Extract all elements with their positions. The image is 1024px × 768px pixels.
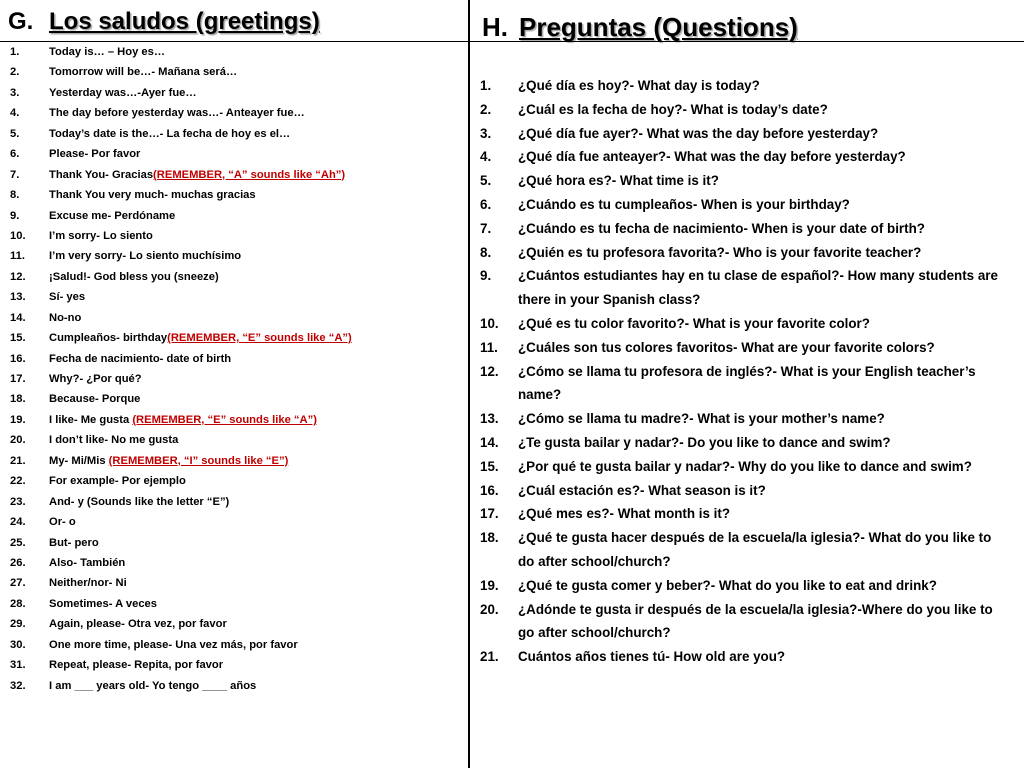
item-text [49, 680, 256, 692]
item-text [49, 169, 345, 181]
pronunciation-note: (REMEMBER, “A” sounds like “Ah”) [153, 168, 346, 181]
item-number: 6. [480, 196, 492, 212]
list-item [470, 431, 1024, 455]
item-phrase: Or- o [49, 516, 76, 529]
list-item [0, 288, 469, 308]
list-item [470, 360, 1024, 408]
item-text [49, 66, 237, 78]
item-text [518, 312, 1010, 336]
item-number: 12. [480, 363, 499, 379]
list-item [0, 247, 469, 267]
item-number: 13. [480, 411, 499, 427]
list-item [0, 43, 469, 63]
item-text [518, 264, 1010, 312]
item-phrase: Today’s date is the…- La fecha de hoy es el… [49, 127, 291, 140]
list-item [0, 513, 469, 533]
list-item [470, 479, 1024, 503]
item-number: 16. [10, 352, 26, 365]
list-item [0, 84, 469, 104]
list-item [470, 98, 1024, 122]
list-item [470, 502, 1024, 526]
list-item [0, 615, 469, 635]
item-text [49, 618, 227, 630]
item-number: 16. [480, 482, 499, 498]
item-phrase: And- y (Sounds like the letter “E”) [49, 495, 230, 508]
item-number: 5. [10, 127, 20, 140]
greetings-section [0, 0, 469, 768]
item-number: 7. [480, 220, 492, 236]
item-text [49, 516, 76, 528]
item-number: 2. [480, 101, 492, 117]
item-phrase: ¿Por qué te gusta bailar y nadar?- Why do you like to dance and swim? [518, 458, 972, 474]
item-text [49, 332, 352, 344]
item-phrase: Fecha de nacimiento- date of birth [49, 352, 232, 365]
item-phrase: ¿Qué te gusta hacer después de la escuela/la iglesia?- What do you like to do after school/church? [518, 530, 992, 569]
item-text [518, 360, 1010, 408]
section-title: Los saludos (greetings) [49, 8, 320, 35]
item-text [49, 128, 290, 140]
list-item [470, 74, 1024, 98]
item-number: 20. [10, 434, 26, 447]
item-number: 14. [480, 434, 499, 450]
item-phrase: ¿Qué día fue ayer?- What was the day before yesterday? [518, 125, 879, 141]
item-phrase: I’m very sorry- Lo siento muchísimo [49, 250, 242, 263]
item-text [518, 217, 1010, 241]
item-text [49, 598, 157, 610]
list-item [0, 186, 469, 206]
section-letter: G. [8, 8, 34, 35]
list-item [0, 472, 469, 492]
item-number: 6. [10, 148, 20, 161]
item-phrase: One more time, please- Una vez más, por favor [49, 638, 298, 651]
item-phrase: Because- Porque [49, 393, 141, 406]
list-item [470, 455, 1024, 479]
item-number: 17. [480, 506, 499, 522]
item-text [518, 169, 1010, 193]
item-text [49, 414, 317, 426]
item-number: 23. [10, 495, 26, 508]
item-phrase: Why?- ¿Por qué? [49, 373, 142, 385]
item-text [518, 479, 1010, 503]
item-text [518, 502, 1010, 526]
item-number: 22. [10, 475, 26, 488]
item-text [518, 336, 1010, 360]
list-item [470, 336, 1024, 360]
item-text [518, 145, 1010, 169]
item-number: 30. [10, 638, 26, 651]
item-phrase: Tomorrow will be…- Mañana será… [49, 66, 238, 79]
item-text [49, 210, 175, 222]
item-text [518, 574, 1010, 598]
item-text [49, 577, 127, 589]
item-phrase: I don’t like- No me gusta [49, 434, 179, 447]
item-number: 1. [480, 78, 492, 93]
item-phrase: For example- Por ejemplo [49, 475, 186, 488]
item-phrase: Also- También [49, 556, 126, 569]
item-phrase: Sí- yes [49, 291, 86, 304]
item-number: 10. [10, 229, 26, 242]
list-item [0, 431, 469, 451]
list-item [0, 411, 469, 431]
item-phrase: I like- Me gusta [49, 413, 133, 426]
item-text [49, 291, 85, 303]
list-item [470, 526, 1024, 574]
item-text [518, 645, 1010, 669]
item-text [518, 98, 1010, 122]
item-phrase: ¿Cómo se llama tu madre?- What is your mother’s name? [518, 411, 885, 427]
item-number: 4. [480, 149, 492, 165]
list-item [0, 370, 469, 390]
list-item [0, 350, 469, 370]
item-text [518, 74, 1010, 98]
item-phrase: ¿Cuándo es tu cumpleaños- When is your birthday? [518, 196, 850, 212]
item-number: 15. [480, 458, 499, 474]
item-text [49, 107, 305, 119]
list-item [0, 534, 469, 554]
item-text [49, 46, 165, 58]
item-phrase: Thank You- Gracias [49, 168, 154, 181]
item-number: 24. [10, 516, 26, 529]
list-item [470, 145, 1024, 169]
item-number: 19. [480, 577, 499, 593]
item-number: 5. [480, 173, 492, 189]
item-number: 3. [10, 86, 20, 99]
item-phrase: Repeat, please- Repita, por favor [49, 659, 224, 672]
item-number: 21. [480, 649, 499, 665]
item-text [49, 659, 223, 671]
item-number: 19. [10, 413, 26, 426]
section-letter: H. [482, 12, 508, 42]
item-phrase: ¿Cuál es la fecha de hoy?- What is today’s date? [518, 101, 828, 117]
item-phrase: ¿Qué es tu color favorito?- What is your favorite color? [518, 315, 870, 331]
list-item [470, 574, 1024, 598]
pronunciation-note: (REMEMBER, “E” sounds like “A”) [132, 413, 317, 426]
list-item [470, 598, 1024, 646]
item-number: 8. [10, 189, 20, 202]
pronunciation-note: (REMEMBER, “I” sounds like “E”) [108, 454, 289, 467]
item-number: 10. [480, 315, 499, 331]
list-item [470, 169, 1024, 193]
list-item [0, 574, 469, 594]
item-phrase: Again, please- Otra vez, por favor [49, 618, 227, 631]
item-phrase: ¿Qué día es hoy?- What day is today? [518, 78, 760, 93]
item-phrase: Today is… – Hoy es… [49, 46, 166, 58]
list-item [0, 636, 469, 656]
item-text [49, 537, 99, 549]
item-text [49, 230, 153, 242]
item-phrase: ¡Salud!- God bless you (sneeze) [49, 270, 219, 283]
list-item [470, 193, 1024, 217]
list-item [470, 217, 1024, 241]
item-number: 14. [10, 311, 26, 324]
item-phrase: Excuse me- Perdóname [49, 209, 176, 222]
item-text [518, 526, 1010, 574]
item-number: 25. [10, 536, 26, 549]
item-phrase: ¿Adónde te gusta ir después de la escuela/la iglesia?-Where do you like to go after school/church? [518, 601, 993, 641]
list-item [0, 595, 469, 615]
item-number: 31. [10, 659, 26, 672]
list-item [0, 166, 469, 186]
item-number: 13. [10, 291, 26, 304]
item-number: 21. [10, 454, 26, 467]
item-number: 1. [10, 46, 20, 58]
list-item [0, 677, 469, 697]
item-phrase: ¿Cuál estación es?- What season is it? [518, 482, 766, 498]
item-phrase: Cumpleaños- birthday [49, 332, 168, 345]
item-text [518, 122, 1010, 146]
pronunciation-note: (REMEMBER, “E” sounds like “A”) [167, 332, 352, 345]
item-text [49, 353, 231, 365]
item-number: 28. [10, 597, 26, 610]
item-number: 27. [10, 577, 26, 590]
item-phrase: ¿Quién es tu profesora favorita?- Who is your favorite teacher? [518, 244, 922, 260]
item-phrase: Sometimes- A veces [49, 597, 157, 610]
item-number: 8. [480, 244, 492, 260]
item-phrase: ¿Qué día fue anteayer?- What was the day before yesterday? [518, 149, 906, 165]
list-item [0, 329, 469, 349]
list-item [0, 452, 469, 472]
item-phrase: ¿Cuándo es tu fecha de nacimiento- When is your date of birth? [518, 220, 925, 236]
list-item [0, 493, 469, 513]
item-text [49, 189, 256, 201]
item-text [49, 639, 298, 651]
item-text [49, 87, 197, 99]
item-number: 18. [480, 530, 499, 546]
questions-list [470, 74, 1024, 669]
list-item [0, 125, 469, 145]
item-phrase: Yesterday was…-Ayer fue… [49, 86, 197, 99]
list-item [0, 268, 469, 288]
item-text [518, 193, 1010, 217]
item-text [49, 393, 140, 405]
item-text [518, 407, 1010, 431]
item-text [49, 250, 241, 262]
item-number: 9. [480, 268, 492, 284]
item-number: 17. [10, 373, 26, 385]
item-phrase: ¿Qué te gusta comer y beber?- What do you like to eat and drink? [518, 577, 937, 593]
item-phrase: I’m sorry- Lo siento [49, 229, 153, 242]
questions-section [470, 0, 1024, 768]
item-text [518, 241, 1010, 265]
item-text [518, 598, 1010, 646]
item-phrase: ¿Cuántos estudiantes hay en tu clase de español?- How many students are there in your Spanish class? [518, 268, 998, 308]
list-item [470, 407, 1024, 431]
item-phrase: Cuántos años tienes tú- How old are you? [518, 649, 786, 665]
list-item [0, 145, 469, 165]
list-item [0, 309, 469, 329]
item-phrase: ¿Cuáles son tus colores favoritos- What are your favorite colors? [518, 339, 935, 355]
item-number: 20. [480, 601, 499, 617]
item-number: 12. [10, 270, 26, 283]
item-number: 32. [10, 679, 26, 692]
list-item [470, 264, 1024, 312]
item-number: 15. [10, 332, 26, 345]
list-item [0, 63, 469, 83]
item-number: 26. [10, 556, 26, 569]
item-number: 11. [10, 250, 25, 263]
item-text [49, 475, 186, 487]
list-item [470, 122, 1024, 146]
list-item [0, 656, 469, 676]
list-item [470, 645, 1024, 669]
item-text [49, 312, 81, 324]
item-number: 9. [10, 209, 20, 222]
list-item [0, 554, 469, 574]
item-text [518, 455, 1010, 479]
list-item [0, 104, 469, 124]
item-text [49, 557, 125, 569]
item-text [49, 148, 140, 160]
list-item [470, 241, 1024, 265]
item-phrase: ¿Qué mes es?- What month is it? [518, 506, 731, 522]
item-text [518, 431, 1010, 455]
list-item [0, 227, 469, 247]
item-number: 3. [480, 125, 492, 141]
item-text [49, 373, 142, 385]
item-phrase: My- Mi/Mis [49, 454, 109, 467]
list-item [0, 390, 469, 410]
item-text [49, 434, 178, 446]
item-phrase: But- pero [49, 536, 99, 549]
item-number: 11. [480, 339, 498, 355]
item-phrase: The day before yesterday was…- Anteayer fue… [49, 107, 305, 120]
item-number: 4. [10, 107, 20, 120]
item-phrase: I am ___ years old- Yo tengo ____ años [49, 679, 257, 692]
item-number: 7. [10, 168, 20, 181]
list-item [0, 207, 469, 227]
item-phrase: No-no [49, 311, 82, 324]
item-phrase: Please- Por favor [49, 148, 141, 161]
item-text [49, 496, 229, 508]
item-phrase: ¿Cómo se llama tu profesora de inglés?- What is your English teacher’s name? [518, 363, 976, 403]
item-text [49, 271, 219, 283]
item-number: 29. [10, 618, 26, 631]
item-phrase: Neither/nor- Ni [49, 577, 127, 590]
greetings-list [0, 43, 469, 697]
list-item [470, 312, 1024, 336]
item-number: 18. [10, 393, 26, 406]
item-phrase: ¿Te gusta bailar y nadar?- Do you like to dance and swim? [518, 434, 891, 450]
item-phrase: ¿Qué hora es?- What time is it? [518, 173, 719, 189]
section-title: Preguntas (Questions) [519, 12, 798, 42]
item-text [49, 455, 288, 467]
item-phrase: Thank You very much- muchas gracias [49, 189, 256, 202]
item-number: 2. [10, 66, 20, 79]
